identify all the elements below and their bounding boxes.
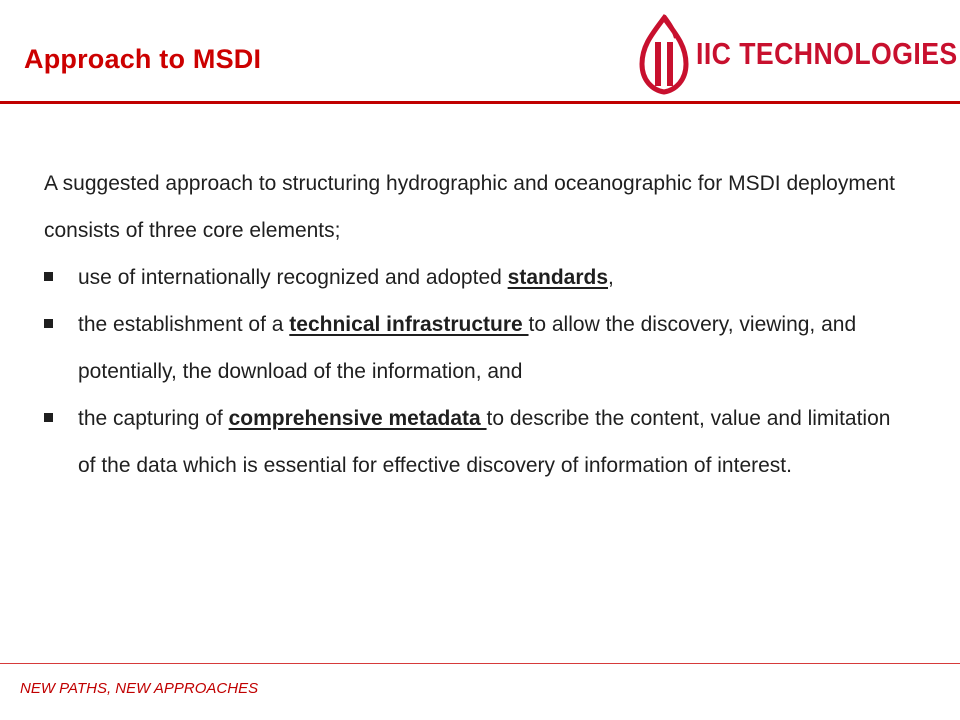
intro-paragraph: A suggested approach to structuring hydrographic and oceanographic for MSDI deployment consists of three core elements; bbox=[44, 172, 896, 242]
footer-divider bbox=[0, 663, 960, 664]
logo-wordmark: IIC TECHNOLOGIES bbox=[696, 36, 958, 71]
flame-logo-icon bbox=[634, 12, 694, 96]
bullet-item-technical-infrastructure bbox=[44, 301, 904, 395]
bullet-text: , bbox=[608, 266, 614, 289]
key-term: comprehensive metadata bbox=[228, 407, 487, 430]
bullet-text: the capturing of bbox=[78, 407, 229, 430]
square-bullet-icon bbox=[44, 413, 53, 422]
bullet-item-standards bbox=[44, 254, 904, 301]
key-term: technical infrastructure bbox=[289, 313, 529, 336]
bullet-item-metadata bbox=[44, 395, 904, 489]
bullet-text: use of internationally recognized and adopted bbox=[78, 266, 508, 289]
slide-body bbox=[44, 160, 904, 489]
company-logo bbox=[634, 12, 958, 96]
header-divider bbox=[0, 101, 960, 104]
square-bullet-icon bbox=[44, 319, 53, 328]
key-term: standards bbox=[507, 266, 609, 289]
bullet-text: to allow the discovery, viewing, and potentially, the download of the information, and bbox=[78, 313, 857, 383]
footer-tagline: NEW PATHS, NEW APPROACHES bbox=[20, 680, 259, 697]
bullet-text: the establishment of a bbox=[78, 313, 290, 336]
square-bullet-icon bbox=[44, 272, 53, 281]
page-title: Approach to MSDI bbox=[24, 44, 262, 74]
bullet-text: to describe the content, value and limitation of the data which is essential for effective discovery of information of interest. bbox=[78, 407, 891, 477]
